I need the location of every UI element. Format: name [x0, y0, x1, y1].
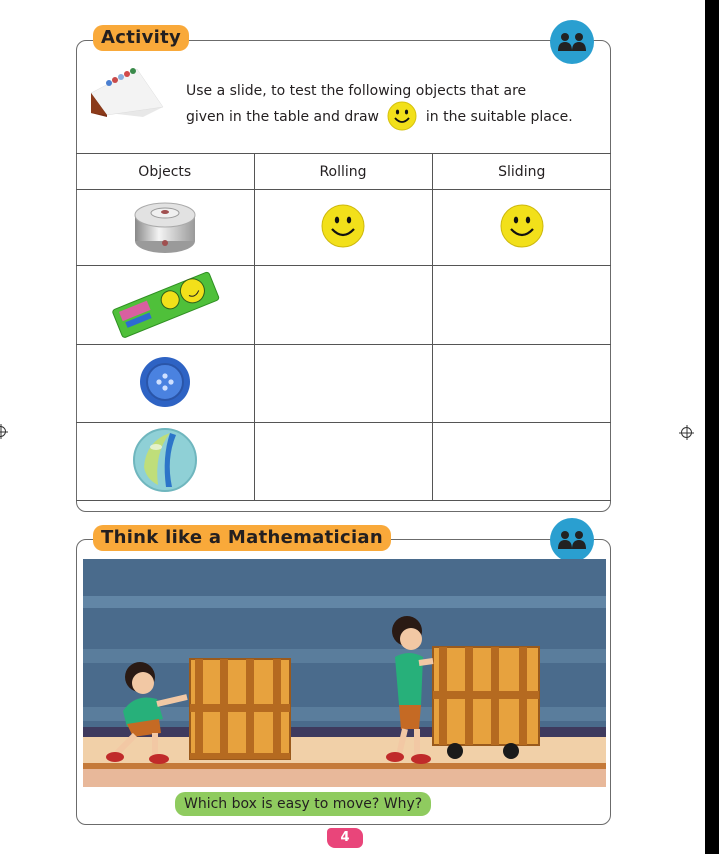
question-prompt: Which box is easy to move? Why?	[175, 792, 431, 816]
page-number: 4	[327, 828, 363, 848]
sliding-cell[interactable]	[432, 345, 611, 423]
group-work-icon	[550, 20, 594, 64]
table-row	[76, 345, 611, 423]
column-header-sliding: Sliding	[432, 154, 611, 190]
rolling-cell[interactable]	[254, 190, 432, 266]
instruction-line: in the suitable place.	[425, 109, 573, 125]
rolling-cell[interactable]	[254, 345, 432, 423]
object-cell	[76, 345, 254, 423]
table-row	[76, 423, 611, 501]
sliding-cell[interactable]	[432, 266, 611, 345]
activity-title: Activity	[93, 25, 189, 51]
registration-mark-icon	[681, 427, 692, 438]
boys-pushing-boxes-image	[83, 559, 606, 787]
object-cell	[76, 423, 254, 501]
registration-mark-icon	[0, 426, 6, 437]
think-like-a-mathematician-section	[76, 527, 611, 825]
smiley-icon	[499, 203, 545, 249]
object-cell	[76, 266, 254, 345]
round-steel-tin-image	[129, 195, 201, 257]
page-edge-border	[705, 0, 719, 854]
rolling-cell[interactable]	[254, 423, 432, 501]
green-pencil-box-image	[105, 268, 225, 338]
blue-button-image	[138, 355, 192, 409]
rolling-cell[interactable]	[254, 266, 432, 345]
group-work-icon	[550, 518, 594, 562]
column-header-rolling: Rolling	[254, 154, 432, 190]
sliding-cell[interactable]	[432, 423, 611, 501]
glass-marble-image	[132, 427, 198, 493]
smiley-icon	[320, 203, 366, 249]
activity-instructions	[186, 81, 596, 131]
column-header-objects: Objects	[76, 154, 254, 190]
activity-section	[76, 27, 611, 512]
smiley-icon	[387, 101, 417, 131]
instruction-line: Use a slide, to test the following objects that are	[186, 83, 527, 99]
object-cell	[76, 190, 254, 266]
think-title: Think like a Mathematician	[93, 525, 391, 551]
instruction-line: given in the table and draw	[186, 109, 380, 125]
table-row	[76, 190, 611, 266]
table-row	[76, 266, 611, 345]
sliding-cell[interactable]	[432, 190, 611, 266]
slide-ramp-image	[87, 61, 167, 121]
objects-table	[76, 153, 611, 501]
